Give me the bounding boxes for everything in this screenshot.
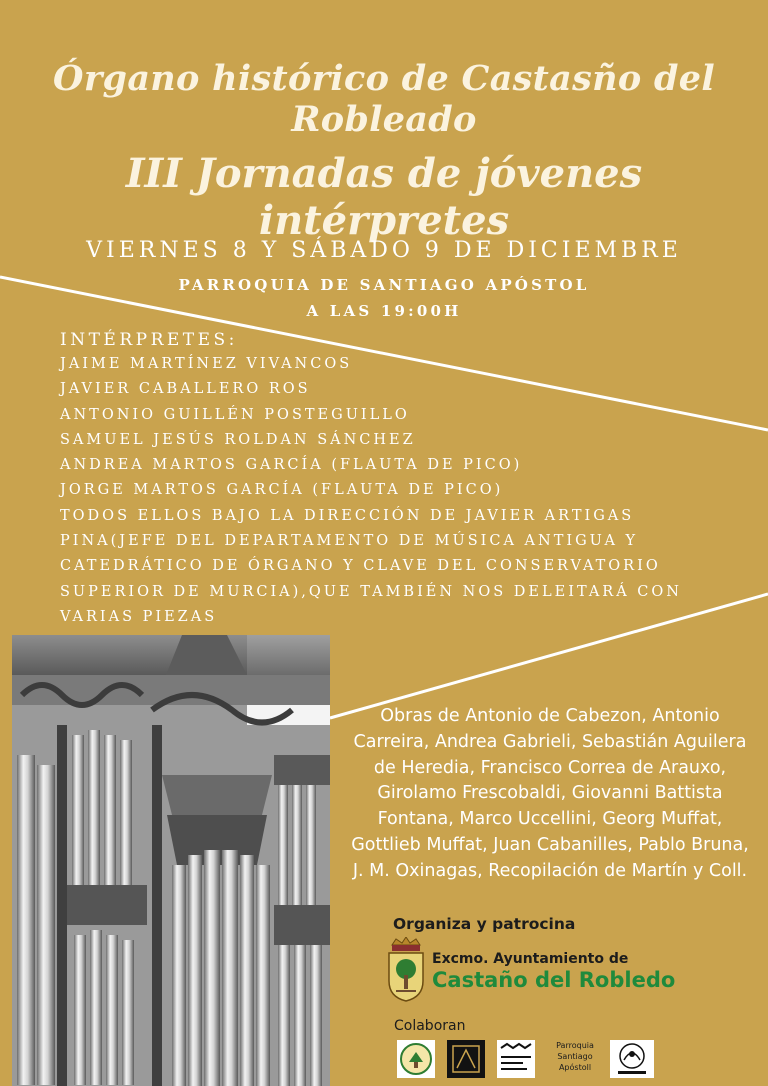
works-line: Fontana, Marco Uccellini, Georg Muffat,	[377, 809, 723, 830]
works-line: Girolamo Frescobaldi, Giovanni Battista	[377, 783, 723, 804]
performer-line: ANTONIO GUILLÉN POSTEGUILLO	[60, 406, 410, 423]
conservatory-logo	[447, 1040, 485, 1078]
director-line: PINA(JEFE DEL DEPARTAMENTO DE MÚSICA ANTIGUA Y	[60, 533, 639, 550]
event-time: A LAS 19:00H	[306, 302, 462, 320]
masastt-logo	[497, 1040, 535, 1078]
performer-line: JAVIER CABALLERO ROS	[60, 381, 311, 398]
organ-pipes-photo	[12, 635, 330, 1086]
works-line: Obras de Antonio de Cabezon, Antonio	[380, 706, 720, 726]
poster-subtitle: III Jornadas de jóvenes intérpretes	[125, 150, 643, 244]
performers-section	[60, 328, 760, 630]
performer-line: SAMUEL JESÚS ROLDAN SÁNCHEZ	[60, 431, 416, 448]
director-line: VARIAS PIEZAS	[60, 608, 218, 625]
director-line: CATEDRÁTICO DE ÓRGANO Y CLAVE DEL CONSERVATORIO	[60, 558, 661, 575]
performer-line: JAIME MARTÍNEZ VIVANCOS	[60, 356, 353, 372]
association-logo	[397, 1040, 435, 1078]
ayuntamiento-name: Castaño del Robledo	[432, 968, 676, 992]
works-line: Carreira, Andrea Gabrieli, Sebastián Aguilera	[353, 731, 747, 752]
town-crest-icon	[386, 937, 426, 1003]
collaborators-label: Colaboran	[394, 1018, 466, 1034]
poster-title: Órgano histórico de Castasño del Robleado	[53, 58, 715, 140]
event-venue: PARROQUIA DE SANTIAGO APÓSTOL	[178, 276, 590, 294]
works-list	[340, 704, 760, 885]
el-mayamato-logo	[610, 1040, 654, 1078]
organizer-label: Organiza y patrocina	[393, 915, 576, 933]
performer-line: ANDREA MARTOS GARCÍA (FLAUTA DE PICO)	[60, 457, 523, 474]
works-line: Gottlieb Muffat, Juan Cabanilles, Pablo Bruna,	[351, 834, 749, 855]
parroquia-logo-text: Parroquia Santiago Apóstoll	[556, 1041, 594, 1072]
performers-heading: INTÉRPRETES:	[60, 330, 238, 350]
ayuntamiento-subtitle: Excmo. Ayuntamiento de	[432, 951, 629, 967]
works-line: de Heredia, Francisco Correa de Arauxo,	[373, 757, 727, 778]
works-line: J. M. Oxinagas, Recopilación de Martín y Coll.	[352, 860, 748, 881]
director-line: TODOS ELLOS BAJO LA DIRECCIÓN DE JAVIER ARTIGAS	[60, 507, 635, 524]
performer-line: JORGE MARTOS GARCÍA (FLAUTA DE PICO)	[60, 482, 504, 499]
director-line: SUPERIOR DE MURCIA),QUE TAMBIÉN NOS DELEITARÁ CON	[60, 583, 682, 600]
event-date: VIERNES 8 Y SÁBADO 9 DE DICIEMBRE	[86, 238, 682, 263]
